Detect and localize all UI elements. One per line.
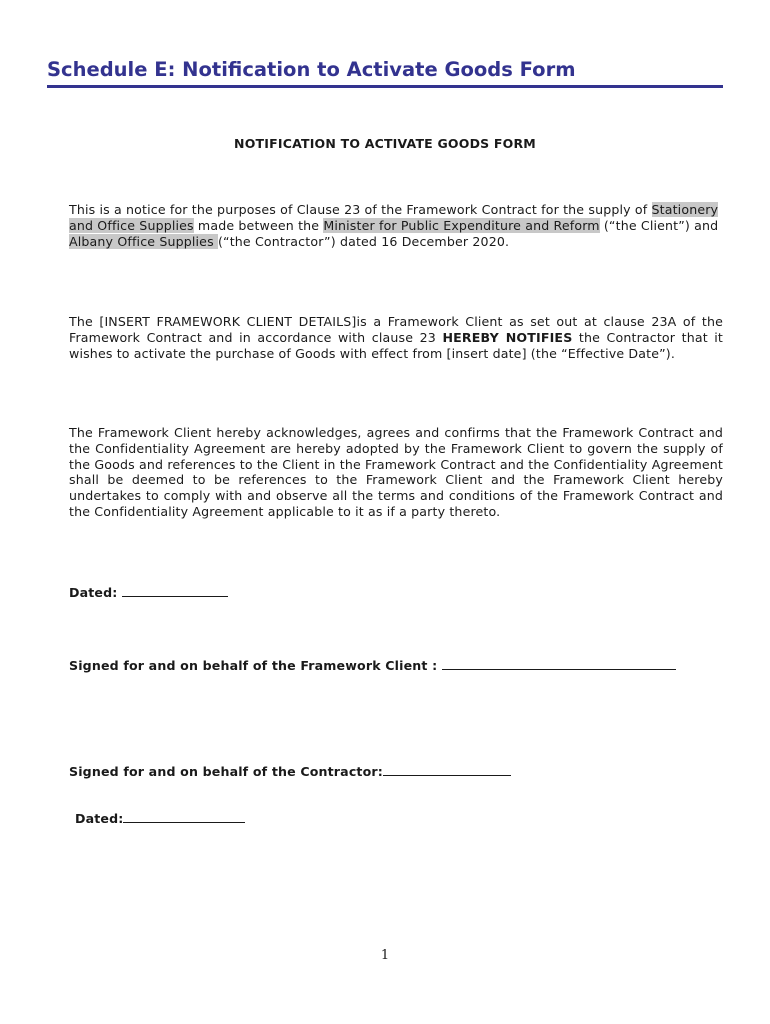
client-text-2: the Contractor that it wishes to activate the purchase of Goods with effect from [insert date] (the “Effective Date”). xyxy=(69,329,724,361)
dated-line-2 xyxy=(75,810,245,826)
dated-label: Dated: xyxy=(69,585,122,600)
signature-contractor-line xyxy=(69,763,511,779)
notice-text-4: (“the Contractor”) dated 16 December 2020. xyxy=(217,233,510,249)
dated-line-1 xyxy=(69,584,228,600)
hereby-notifies: HEREBY NOTIFIES xyxy=(442,329,573,345)
notice-text-3: (“the Client”) and xyxy=(599,217,719,233)
dated-blank-2[interactable] xyxy=(123,810,245,823)
dated-label-2: Dated: xyxy=(75,811,124,826)
signature-client-line xyxy=(69,657,676,673)
notice-paragraph xyxy=(69,202,723,249)
highlight-minister: Minister for Public Expenditure and Reform xyxy=(323,217,600,233)
schedule-heading: Schedule E: Notification to Activate Goods Form xyxy=(47,58,723,88)
highlight-contractor: Albany Office Supplies xyxy=(69,233,218,249)
highlight-supplies: Stationery and Office Supplies xyxy=(69,202,719,233)
dated-blank-1[interactable] xyxy=(122,584,228,597)
signed-client-label: Signed for and on behalf of the Framework Client : xyxy=(69,658,442,673)
signed-contractor-label: Signed for and on behalf of the Contractor: xyxy=(69,764,383,779)
client-signature-blank[interactable] xyxy=(442,657,676,670)
notice-text-2: made between the xyxy=(193,217,324,233)
client-text-1: The [INSERT FRAMEWORK CLIENT DETAILS]is a Framework Client as set out at clause 23A of the Framework Contract and in accordance with clause 23 xyxy=(69,314,723,345)
contractor-signature-blank[interactable] xyxy=(383,763,511,776)
client-details-paragraph xyxy=(69,314,723,361)
form-title: NOTIFICATION TO ACTIVATE GOODS FORM xyxy=(234,136,536,151)
page-number: 1 xyxy=(380,948,390,963)
acknowledgement-paragraph: The Framework Client hereby acknowledges, agrees and confirms that the Framework Contract and the Confidentiality Agreement are hereby adopted by the Framework Client to govern the supply of the Goods and references to the Client in the Framework Contract and the Confidentiality Agreement shall be deemed to be references to the Framework Client and the Framework Client hereby undertakes to comply with and observe all the terms and conditions of the Framework Contract and the Confidentiality Agreement applicable to it as if a party thereto. xyxy=(69,425,723,519)
notice-text-1: This is a notice for the purposes of Clause 23 of the Framework Contract for the supply of xyxy=(69,202,652,217)
